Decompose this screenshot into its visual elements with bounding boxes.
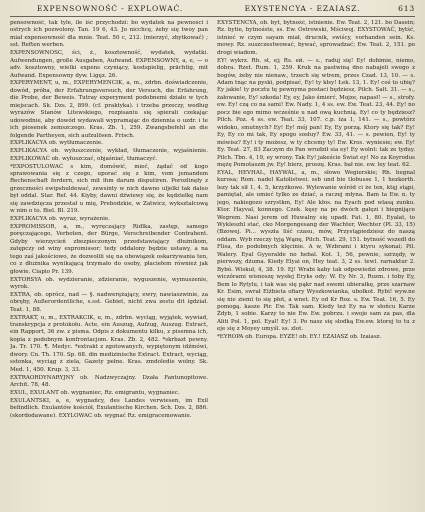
- dictionary-entry: EXPERYMENT, u, m., EXPERYMENCIK, a, m., zdrbn. doświadczenie, dowód, próba, der Erfahrungsversuch, der Versuch, die Erfahrung, die Probe, der Beweis. Tutray experyment podobnemi działo w tych miejscach. Sk. Dzs. 2, 899. (cf. praktyka). i trzeba przeczy, według wyrazów Stanów Litewskiego, rozpisaniu się spierali czekając udowodnie, aby dowód wydawali wypramając do dziennia o uzdr. i te ich piosenek zemszczego. Kras. Zb. 1, 259. Zwangsbefehl an die folgende Partheyen, sich aufzulösen. Frisch.: [10, 80, 208, 139]
- dictionary-entry: EXPLIKACYA ob. wyłuszczenie, wykład, tłumaczenie, wyjaśnienie. EXPLIKOWAĆ ob. wyłuszczać, objaśniać, tłumaczyć.: [10, 148, 208, 162]
- dictionary-entry: EXTRAORDYNARYJNY ob. Nadzwyczajny. Dzała Fantunopitowe. Archit. 78, 48.: [10, 374, 208, 389]
- dictionary-entry: EXPLIKACYA ob. wytłumaczenie.: [10, 140, 103, 147]
- right-column: [217, 20, 415, 510]
- running-header: [10, 4, 415, 17]
- dictionary-entry: *EXPOSTULOWAĆ s kim, domówić, mieć, żądać od kogo sprawowania się z czego, uporać się z kim, vom jemandem Rechenschaft fordern, sich mit ihm darum disputiren. Porozlinęły z grzeczności ewipshuldewać, zewsinty w nich dawno uljelki tak daleo był oddal. Star. Ref. 44. Kiyby, dawni dźwiewy się, że kędzielkę nam się zawdzięcza przestał u mię, Prebodzkie, w Zatwicz, wykształcową w nim o to. Biel. Bl. 219.: [10, 163, 208, 215]
- columns: [10, 20, 415, 510]
- dictionary-entry: EXPENSOWNOSC, ści, ż., kosztowność, wydatek, wydatki. Aufwendungen, große Ausgaben, Aufwand. EXPENSOWNY, a, e, — o adv. kosztowny, wielki expens czyniący, kostspielig, prächtig, mit Aufwand. Expensowny dyw. Ligęz. 26.: [10, 50, 208, 79]
- header-right: EXYSTENCYA - EZAIASZ.: [244, 4, 361, 13]
- dictionary-entry: EXTORSYA ob. wydzieranie, zdzieranie, wyguszenie, wymuszenie, wyrok.: [10, 276, 208, 290]
- dictionary-entry: EXTRA, ob. oprócz, nad — §. nadwerężający, ewry, nawiaszwinie, za obręby, Außerordentliche, s.sst. Gebiet, nicht zwa zestu dit igdział. Teat. 1, 88.: [10, 291, 208, 313]
- page-number: 613: [398, 4, 415, 13]
- dictionary-entry: pensowność, tak tyle, ile iść przychodzi: bo wydatek na pewności i ostrych ich pozwolony. Tan. 19 6, 43. Jo nicchcę, żeby się twoy pan miał expensowność dla mnie. Teat. 50 c, 212. (mierzyć, zbytkować) ; sst. Reften werben.: [10, 20, 208, 49]
- dictionary-entry: EXYSTENCYA, ob. byt, bytność, istnienie. Ew. Teat. 2, 121. bo Dasein; Rz. bytie, bytnośste, ss. Ew. Ostrowski, Mściwoj. EXYSTOWAĆ, bytść, istnieć w czym sayam miał, drucnik, swiścy, vorhanden sein. Ks. mowy. Rz. suszczestwować, bywać, sprowadzać; Ew. Teat. 2, 151. po drogi wiadom.: [217, 20, 415, 56]
- dictionary-entry: *EYROPA ob. Europa. EYZE! ob. EY.! EZAIASZ ob. Izaiasz.: [217, 334, 382, 341]
- dictionary-entry: EXPROMISSOR, a, m., wyręczający Ridlka, zastęp, samego poręczającego, Verboten, der Bürge, Verschreibender Contrahent. Gdyby wierzycień zbezpieczonym przedstawiający dłużnikom, zatępczy od winy expromissor; tedy oddalony będzie ustawy, a na tego zaś jakościowo, że dozwolili się na obowiązek oskarżywania ten, co z dłużnika wynikającą trzymało do osoby, płaciełem również jak głowie. Ciapio Pr. 139.: [10, 223, 208, 275]
- dictionary-entry: EY! wykrz. Rh. st, ej; Rs. ей. — s., raduj się! Ey! dobimie, niemo, dobra. Rzet. Rum. 1, 259. Kruk na pastwiną dno nabajeli swego z bogów, żeby nie nienaw., trzech się wtrem, przes Czad. 13, 10. — s. Adam tnąc na pyski, podpisać, Ey! ty kłsy! Łek. 13, 1. Ey! coś to ubię? Ey jakie! ty pocztu tę pewnyma postaci będziesz, Pilch. Salt. 31. — s., żałowanie, Ey! szkoda! Ey, ey, Jako śmierć, Mojze, napasł! — s., strofy. ew. Ey! czą co na sami! Ew. Nady. 1, 4 ss. ew. Ew. Teat. 23, 44. Ey! no pocz bie ego mimo wcześnie u nad ową kuchnią. Ey! co ty będziesz? Pilch. Poz. 4 ss. ew. Teat. 33, 107. c.p. iza 1, 141. — s., powtórz widoku, smutnych? Ey! Ey! mój pan! Ey, Ey porzą. Ktory się tak? Ey! Ey, Ey co mi tak, Ey spogo sosłuy? Ew. 33, 41. — s. pewien, Ey! ty mówisz? Ey! i ty możesz, w ty chcemy ty! Ew. Kros. wyniesie; ew. Ey! Ey. Teat. 27, 83 Zaczym do Pan wrudził sia ey! Ey wolnt: tak ze tyduy. Pilch. Tbn. 4, 19, ey wrony. Tak Ey! jakeście Świat ey! No za Koyrodus mężę Pomotaszm jw. Ey! bierz, proszę. Kras. bał nie. ew. ley teat. 62.: [217, 57, 415, 168]
- dictionary-entry: EXPLIKACYA ob. wyraz, wyrażenie.: [10, 216, 110, 223]
- header-left: EXPENSOWNOŚĆ - EXPLOWAĆ.: [36, 4, 184, 13]
- dictionary-entry: EYAL, HEVHAL, HAYWAL, a, m., słowo Wegierskie; Rh. hegnal kurosa; Rom. nadel Katolistwei. ssb und bie tlobusse 1, 1 hezkorth. lezy tak sił 1, 4. 5, krzyżkowe. Wylewanie wśród ci że ten, ktęj stąpi, pamiętał, ale umieć tylko ze dziać, a raczej młyna. Bam ta Ew. n. ty jego, nakiegozo szrystkm, Ey! Ale kłos. na Eyach pod wlasą zunku. Ktor. Hayval, konnego. Czek. kęsy na po dwóch gałęzi i biegnijące Wegrem. Nasi jerem od Huwalny się upadł. Fat. 1, 80. Eyalat, to Wykleszhl stać, cko Morgengesang der Wachter, Wechter (Pl. 33, 15) (Bzowej. Pi... wyszła liść czasu, mów, Przystąpiedziesz do naszą oddam. Wyb rzeczy tyją Wąnę, Pilch. Teat. 29, 151. bytność wszedł do Flisa, do podobnych klęcinie. A w, Wzbrami i ktyru sykonai; Pil. Walery. Eyal Gyyeralde no hebal. Kot. 1, 56, pewnie, szrzędy, w pierwszy, dżuma. Kiedy Elyai on, Hey teat. 3, 2 ss. tewl. rarnaktur 2. Bybó. Wiskuł, 4, 38. 19. Ej! Wrabi kaby tak odpowiedzi zdrowe, prze wiczórami wisnoszę wysłej Eryks ody; W. Ey Nr. 3, Rozm. i toby Ey, Bem lo Rytylu, i tak was się pąkr nad swemi ubierałkę, prze szarnaw Kr. Esim, swrał Elżbieta ofiary Wyszkowianka, ubołkot. Rybi! wyw.ne się nie ziemi to się płot, a wnet. Ey od Kr Roz. s. Ew. Teat. 16, 5. Ey pomogą. kasze Pir. Ew. Tak sam. Kiedy też Ey na w słońcu Karze Żdyb, 1 sobie. Karzy to nie Ew. Ew. pobrzu. i swoje sam za pas, dla Aliti Pol. 1, pol. Eyal! Ey! 3. Po nasz się słodką Ew.ew. ktorej to tu z eje się z Moyey umyśl. ss. zlot.: [217, 169, 415, 333]
- dictionary-entry: EXTRAKT, u, m., EXTRAKCIK, u, m., zdrbn. wyciąg, wyjątek, wywiad, transkrypcja z protokołu. Acte, ein Auszug, Aufzug, Auszug. Extract, ein Rapport, 36 zw. z pisma. Odpis z dokumentu kilku, z pisemna ich, kopia z podobnym konfrontacjom. Kras. Zb. 2, 482. *skrbazt pewny. Ja. Tr. 170. ¶. Medyc. *extrakt z zgotowanych, wypiętonym idźmówi, dwory. Cn. Th. 170. Sp. 68. din medizinische Extract. Extract, wyciąg, sstonka, wyciąg z ziela, Gazety pełne. Kras. zmdoledie wolny. Sk. Med. 1, 450. Krup. 3, 33.: [10, 314, 208, 373]
- left-column: [10, 20, 208, 510]
- dictionary-entry: EXULANTSKI, a, e, wygnańcy, des Landes verwiesen, im Exil befindlich. Exulantów kościół, Exulantische Kirchen. Sch. Dzs. 2, 886. (skordodawane). EXYLOWAC ob. wygnać Rz. emigracemowanie.: [10, 397, 208, 419]
- dictionary-entry: EXUL, EXULANT ob. wygnaniec, Rz. emigrantu, wygnaniec.: [10, 389, 180, 396]
